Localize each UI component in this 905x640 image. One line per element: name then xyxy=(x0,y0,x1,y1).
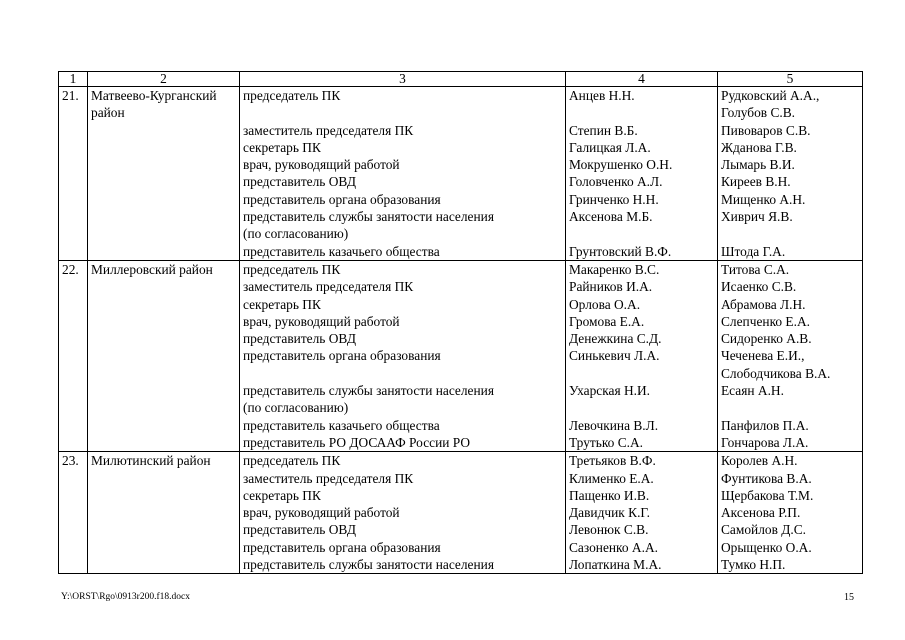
role-line: заместитель председателя ПК xyxy=(243,470,414,486)
reserve-name: Королев А.Н. xyxy=(721,453,798,469)
member-cell xyxy=(566,452,718,574)
role-line: представитель органа образования xyxy=(243,348,441,364)
role-line: секретарь ПК xyxy=(243,296,321,312)
reserve-name: Пивоваров С.В. xyxy=(721,122,811,138)
district-name: Милютинский район xyxy=(91,453,211,469)
member-name xyxy=(569,104,714,121)
reserve-name: Киреев В.Н. xyxy=(721,174,791,190)
member-name: Левочкина В.Л. xyxy=(569,417,659,433)
reserve-name: Исаенко С.В. xyxy=(721,279,797,295)
role-line: представитель службы занятости населения xyxy=(243,209,494,225)
member-name: Лопаткина М.А. xyxy=(569,557,662,573)
member-name: Третьяков В.Ф. xyxy=(569,453,656,469)
district-name: Миллеровский район xyxy=(91,261,213,277)
member-name: Денежкина С.Д. xyxy=(569,331,662,347)
reserve-cell xyxy=(718,87,863,261)
role-cell xyxy=(240,260,566,451)
member-name: Грунтовский В.Ф. xyxy=(569,243,672,259)
table-row xyxy=(59,260,863,451)
reserve-name: Есаян А.Н. xyxy=(721,383,784,399)
row-number: 21. xyxy=(59,87,88,261)
role-line xyxy=(243,365,562,382)
role-cell xyxy=(240,452,566,574)
reserve-name: Абрамова Л.Н. xyxy=(721,296,806,312)
reserve-name: Аксенова Р.П. xyxy=(721,505,801,521)
member-name: Райников И.А. xyxy=(569,279,653,295)
reserve-name: Мищенко А.Н. xyxy=(721,191,806,207)
member-name: Анцев Н.Н. xyxy=(569,88,635,103)
reserve-name: Гончарова Л.А. xyxy=(721,434,809,450)
column-header: 3 xyxy=(240,72,566,87)
member-name: Галицкая Л.А. xyxy=(569,139,651,155)
reserve-name: Сидоренко А.В. xyxy=(721,331,812,347)
member-name: Пащенко И.В. xyxy=(569,487,650,503)
role-line: представитель органа образования xyxy=(243,191,441,207)
member-cell xyxy=(566,260,718,451)
file-path: Y:\ORST\Rgo\0913r200.f18.docx xyxy=(61,592,190,602)
table-row xyxy=(59,452,863,574)
reserve-name: Голубов С.В. xyxy=(721,105,796,121)
member-cell xyxy=(566,87,718,261)
member-name: Левонюк С.В. xyxy=(569,522,649,538)
reserve-name: Самойлов Д.С. xyxy=(721,522,807,538)
row-number: 22. xyxy=(59,260,88,451)
role-line: врач, руководящий работой xyxy=(243,313,400,329)
member-name xyxy=(569,399,714,416)
member-name: Головченко А.Л. xyxy=(569,174,663,190)
member-name: Гринченко Н.Н. xyxy=(569,191,659,207)
district-cell xyxy=(88,87,240,261)
member-name: Давидчик К.Г. xyxy=(569,505,650,521)
commission-table xyxy=(58,71,863,574)
role-line: представитель органа образования xyxy=(243,539,441,555)
member-name: Синькевич Л.А. xyxy=(569,348,660,364)
header-row xyxy=(59,72,863,87)
member-name: Аксенова М.Б. xyxy=(569,209,653,225)
column-header: 4 xyxy=(566,72,718,87)
role-line: представитель службы занятости населения xyxy=(243,383,494,399)
page-number: 15 xyxy=(844,592,854,603)
member-name: Ухарская Н.И. xyxy=(569,383,651,399)
column-header: 1 xyxy=(59,72,88,87)
role-line: (по согласованию) xyxy=(243,400,349,416)
member-name xyxy=(569,225,714,242)
district-cell xyxy=(88,452,240,574)
role-line: представитель казачьего общества xyxy=(243,243,440,259)
role-line: председатель ПК xyxy=(243,453,341,469)
member-name: Мокрушенко О.Н. xyxy=(569,157,673,173)
reserve-name: Орыщенко О.А. xyxy=(721,539,812,555)
district-cell xyxy=(88,260,240,451)
role-line: секретарь ПК xyxy=(243,487,321,503)
reserve-name: Лымарь В.И. xyxy=(721,157,795,173)
role-line: заместитель председателя ПК xyxy=(243,279,414,295)
role-line: представитель службы занятости населения xyxy=(243,557,494,573)
role-line: врач, руководящий работой xyxy=(243,157,400,173)
member-name: Громова Е.А. xyxy=(569,313,645,329)
role-line: представитель ОВД xyxy=(243,174,356,190)
reserve-name: Чеченева Е.И., xyxy=(721,348,805,364)
role-line: (по согласованию) xyxy=(243,226,349,242)
role-line: представитель ОВД xyxy=(243,331,356,347)
member-name: Сазоненко А.А. xyxy=(569,539,658,555)
reserve-name: Рудковский А.А., xyxy=(721,88,820,103)
role-line: врач, руководящий работой xyxy=(243,505,400,521)
reserve-name: Щербакова Т.М. xyxy=(721,487,814,503)
reserve-name: Жданова Г.В. xyxy=(721,139,797,155)
reserve-name: Слободчикова В.А. xyxy=(721,365,831,381)
reserve-name xyxy=(721,225,859,242)
member-name xyxy=(569,365,714,382)
role-line: заместитель председателя ПК xyxy=(243,122,414,138)
reserve-cell xyxy=(718,260,863,451)
row-number: 23. xyxy=(59,452,88,574)
reserve-name: Панфилов П.А. xyxy=(721,417,809,433)
reserve-name: Штода Г.А. xyxy=(721,243,786,259)
member-name: Клименко Е.А. xyxy=(569,470,654,486)
member-name: Степин В.Б. xyxy=(569,122,638,138)
reserve-name: Тумко Н.П. xyxy=(721,557,786,573)
reserve-name: Фунтикова В.А. xyxy=(721,470,812,486)
reserve-name: Слепченко Е.А. xyxy=(721,313,810,329)
role-line: председатель ПК xyxy=(243,88,341,103)
role-cell xyxy=(240,87,566,261)
role-line: председатель ПК xyxy=(243,261,341,277)
role-line: представитель казачьего общества xyxy=(243,417,440,433)
member-name: Макаренко В.С. xyxy=(569,261,660,277)
member-name: Орлова О.А. xyxy=(569,296,641,312)
reserve-cell xyxy=(718,452,863,574)
district-name: Матвеево-Курганский xyxy=(91,88,217,103)
district-name: район xyxy=(91,105,125,121)
column-header: 5 xyxy=(718,72,863,87)
role-line xyxy=(243,104,562,121)
reserve-name: Хиврич Я.В. xyxy=(721,209,793,225)
role-line: представитель РО ДОСААФ России РО xyxy=(243,434,471,450)
role-line: представитель ОВД xyxy=(243,522,356,538)
member-name: Трутько С.А. xyxy=(569,434,644,450)
role-line: секретарь ПК xyxy=(243,139,321,155)
reserve-name: Титова С.А. xyxy=(721,261,790,277)
table-row xyxy=(59,87,863,261)
column-header: 2 xyxy=(88,72,240,87)
reserve-name xyxy=(721,399,859,416)
